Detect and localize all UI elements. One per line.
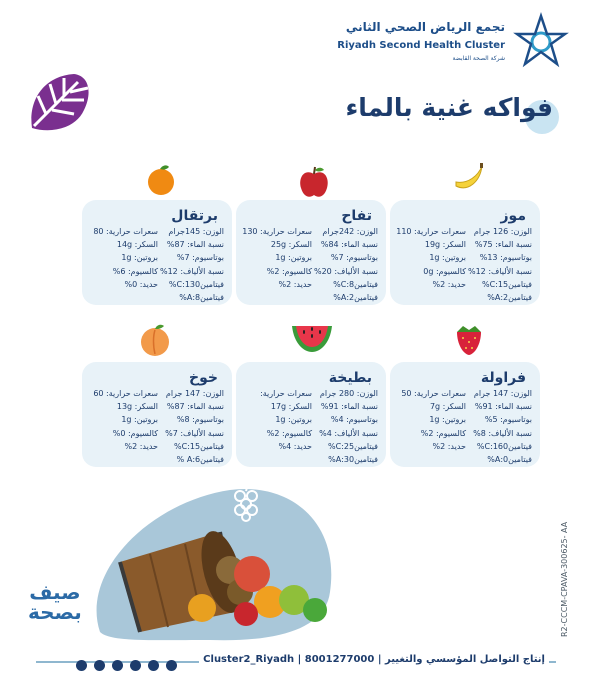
nutrition-column-left: [242, 225, 312, 291]
nutrition-line: حديد: 4%: [278, 441, 312, 451]
nutrition-line: حديد: 2%: [432, 441, 466, 451]
nutrition-line: بروتين: 1g: [429, 253, 466, 263]
nutrition-column-right: [468, 225, 532, 304]
strawberry-icon: [451, 320, 487, 356]
nutrition-line: حديد: 2%: [432, 279, 466, 289]
fruit-card-watermelon: [236, 362, 386, 467]
linkedin-icon[interactable]: [130, 660, 141, 671]
nutrition-line: السكر: 7g: [429, 402, 466, 412]
nutrition-line: الوزن: 147 جرام: [165, 389, 224, 398]
nutrition-line: حديد: 2%: [278, 279, 312, 289]
org-subtitle: شركة الصحة القابضة: [452, 55, 505, 62]
nutrition-line: نسبة الماء: 75%: [474, 240, 532, 250]
nutrition-line: السكر: 19g: [424, 240, 466, 250]
nutrition-line: بوتاسيوم: 5%: [484, 415, 532, 425]
nutrition-line: نسبة الماء: 84%: [320, 240, 378, 250]
nutrition-line: سعرات حرارية: 80: [93, 227, 158, 236]
nutrition-line: فيتامين2:A%: [487, 293, 532, 303]
nutrition-line: بروتين: 1g: [275, 253, 312, 263]
slogan-line-1: صيف: [29, 580, 81, 604]
nutrition-line: سعرات حرارية: 130: [242, 227, 312, 236]
nutrition-line: فيتامين160:C%: [476, 441, 532, 451]
document-code: R2-CCCM-CPAVA-300625- AA: [560, 521, 569, 637]
social-icons: [74, 655, 177, 674]
nutrition-line: كالسيوم: 2%: [266, 266, 312, 276]
nutrition-line: فيتامين8:A%: [179, 293, 224, 303]
nutrition-line: الوزن: 242جرام: [322, 227, 378, 236]
org-name-english: Riyadh Second Health Cluster: [337, 40, 505, 51]
nutrition-line: نسبة الألياف: 4%: [319, 428, 378, 438]
fruit-card-strawberry: [390, 362, 540, 467]
nutrition-line: الوزن: 145جرام: [168, 227, 224, 236]
fruit-card-banana: [390, 200, 540, 305]
grapes-icon: [228, 482, 264, 522]
monstera-leaf-icon: [24, 70, 94, 136]
nutrition-line: حديد: 0%: [124, 279, 158, 289]
org-name-arabic: تجمع الرياض الصحي الثاني: [345, 20, 505, 34]
nutrition-line: بوتاسيوم: 7%: [176, 253, 224, 263]
slogan-line-2: بصحة: [28, 600, 82, 624]
tiktok-icon[interactable]: [94, 660, 105, 671]
nutrition-column-right: [319, 387, 378, 466]
nutrition-line: الوزن: 147 جرام: [473, 389, 532, 398]
nutrition-line: نسبة الألياف: 8%: [473, 428, 532, 438]
nutrition-line: كالسيوم: 2%: [266, 428, 312, 438]
nutrition-line: فيتامين130:C%: [168, 279, 224, 289]
nutrition-line: بوتاسيوم: 8%: [176, 415, 224, 425]
nutrition-line: السكر: 13g: [116, 402, 158, 412]
nutrition-line: فيتامين15:C%: [482, 279, 532, 289]
nutrition-line: فيتامين6:A %: [176, 455, 224, 465]
nutrition-line: نسبة الألياف: 20%: [313, 266, 378, 276]
youtube-icon[interactable]: [112, 660, 123, 671]
instagram-icon[interactable]: [148, 660, 159, 671]
nutrition-line: كالسيوم: 0g: [423, 266, 466, 276]
nutrition-column-right: [160, 225, 224, 304]
cluster-logo-icon: [511, 12, 571, 72]
nutrition-line: فيتامين30:A%: [328, 455, 378, 465]
fruit-card-peach: [82, 362, 232, 467]
nutrition-line: بوتاسيوم: 7%: [330, 253, 378, 263]
nutrition-line: سعرات حرارية: 110: [396, 227, 466, 236]
nutrition-line: فيتامين8:C%: [333, 279, 378, 289]
fruit-basket-illustration: [90, 482, 340, 642]
nutrition-line: بروتين: 1g: [429, 415, 466, 425]
footer-text: إنتاج التواصل المؤسسي والتغيير | 8001277000 | Cluster2_Riyadh: [203, 654, 545, 665]
fruit-name: موز: [500, 208, 526, 224]
fruit-name: بطيخة: [328, 370, 372, 386]
snapchat-icon[interactable]: [166, 660, 177, 671]
nutrition-line: نسبة الألياف: 12%: [467, 266, 532, 276]
nutrition-column-left: [93, 387, 158, 453]
slogan: [28, 582, 82, 622]
nutrition-line: بوتاسيوم: 4%: [330, 415, 378, 425]
nutrition-column-right: [165, 387, 224, 466]
nutrition-line: نسبة الماء: 87%: [166, 240, 224, 250]
apple-icon: [296, 164, 332, 200]
nutrition-line: نسبة الماء: 91%: [474, 402, 532, 412]
nutrition-line: نسبة الألياف: 7%: [165, 428, 224, 438]
nutrition-column-right: [473, 387, 532, 466]
nutrition-column-left: [401, 387, 466, 453]
nutrition-line: كالسيوم: 0%: [112, 428, 158, 438]
fruit-card-orange: [82, 200, 232, 305]
nutrition-column-left: [396, 225, 466, 291]
x-icon[interactable]: [76, 660, 87, 671]
nutrition-column-left: [93, 225, 158, 291]
nutrition-line: سعرات حرارية: 60: [93, 389, 158, 398]
nutrition-line: الوزن: 126 جرام: [473, 227, 532, 236]
nutrition-line: فيتامين2:A%: [333, 293, 378, 303]
nutrition-line: كالسيوم: 6%: [112, 266, 158, 276]
nutrition-line: نسبة الماء: 91%: [320, 402, 378, 412]
fruit-name: خوخ: [189, 370, 218, 386]
peach-icon: [137, 322, 173, 358]
nutrition-line: بوتاسيوم: 13%: [479, 253, 532, 263]
page-title: فواكه غنية بالماء: [345, 93, 553, 122]
nutrition-line: بروتين: 1g: [275, 415, 312, 425]
fruit-name: فراولة: [480, 370, 526, 386]
nutrition-line: حديد: 2%: [124, 441, 158, 451]
footer-credits: [199, 654, 549, 665]
nutrition-line: سعرات حرارية: 50: [401, 389, 466, 398]
nutrition-line: نسبة الماء: 87%: [166, 402, 224, 412]
fruit-card-apple: [236, 200, 386, 305]
nutrition-line: السكر: 17g: [270, 402, 312, 412]
nutrition-line: سعرات حرارية:: [260, 389, 312, 398]
nutrition-line: نسبة الألياف: 12%: [159, 266, 224, 276]
nutrition-column-right: [314, 225, 378, 304]
nutrition-line: فيتامين15:C%: [174, 441, 224, 451]
nutrition-line: فيتامين25:C%: [328, 441, 378, 451]
nutrition-line: بروتين: 1g: [121, 253, 158, 263]
nutrition-column-left: [260, 387, 312, 453]
watermelon-icon: [290, 322, 334, 354]
fruit-name: تفاح: [341, 208, 372, 224]
nutrition-line: السكر: 14g: [116, 240, 158, 250]
nutrition-line: كالسيوم: 2%: [420, 428, 466, 438]
nutrition-line: السكر: 25g: [270, 240, 312, 250]
fruit-name: برتقال: [171, 208, 218, 224]
nutrition-line: فيتامين0:A%: [487, 455, 532, 465]
orange-icon: [143, 162, 179, 198]
nutrition-line: الوزن: 280 جرام: [319, 389, 378, 398]
nutrition-line: بروتين: 1g: [121, 415, 158, 425]
banana-icon: [450, 158, 486, 194]
